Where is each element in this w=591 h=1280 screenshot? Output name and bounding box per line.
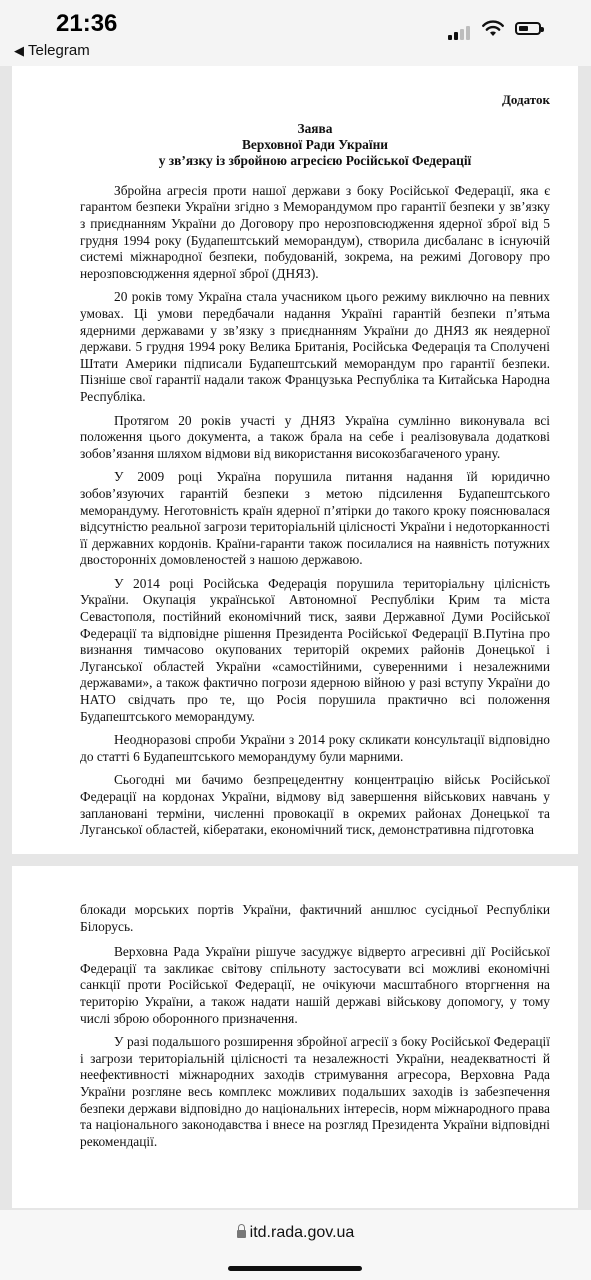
paragraph: У 2009 році Україна порушила питання надання їй юридично зобов’язуючих гарантій безпеки з метою підсилення Будапештського меморандуму. Неготовність країн ядерної п’ятірки до такого кроку пояснювалася відсутністю реальної загрози територіальній цілісності України і недоторканності її державних кордонів. Країни-гаранти також посилалися на наявність потужних двосторонніх домовленостей з нашою державою. bbox=[80, 469, 550, 568]
document-page-2 bbox=[12, 866, 578, 1208]
title-line-1: Заява bbox=[297, 120, 333, 136]
clock: 21:36 bbox=[56, 10, 118, 37]
home-indicator[interactable] bbox=[228, 1266, 362, 1271]
url-display[interactable] bbox=[0, 1224, 591, 1242]
paragraph: Збройна агресія проти нашої держави з боку Російської Федерації, яка є гарантом безпеки України згідно з Меморандумом про гарантії безпеки у зв’язку з приєднанням України до Договору про нерозповсюдження ядерної зброї від 5 грудня 1994 року (Будапештський меморандум), створила дисбаланс в існуючій системі міжнародної безпеки, побудованій, зокрема, на режимі Договору про нерозповсюдження ядерної зброї (ДНЯЗ). bbox=[80, 182, 550, 281]
document-page-1 bbox=[12, 66, 578, 854]
paragraph: У 2014 році Російська Федерація порушила територіальну цілісність України. Окупація української Автономної Республіки Крим та міста Севастополя, постійний економічний тиск, заяви Державної Думи Російської Федерації та відповідне рішення Президента Російської Федерації В.Путіна про визнання тимчасово окупованих територій окремих районів Донецької і Луганської областей України «самостійними, суверенними і незалежними державами», а також фактично погрози ядерною війною у разі вступу України до НАТО свідчать про те, що Росія порушила практично всі положення Будапештського меморандуму. bbox=[80, 575, 550, 724]
paragraph: Неодноразові спроби України з 2014 року скликати консультації відповідно до статті 6 Будапештського меморандуму були марними. bbox=[80, 732, 550, 764]
title-line-3: у зв’язку із збройною агресією Російської Федерації bbox=[158, 153, 472, 169]
paragraph: Протягом 20 років участі у ДНЯЗ Україна сумлінно виконувала всі положення цього документа, а також брала на себе і реалізовувала додаткові зобов’язання шляхом відмови від використання високозбагаченого урану. bbox=[80, 412, 550, 461]
title-line-2: Верховної Ради України bbox=[241, 137, 389, 152]
paragraph: У разі подальшого розширення збройної агресії з боку Російської Федерації і загрози територіальній цілісності та незалежності України, неадекватності й неефективності міжнародних заходів стримування агресора, Верховна Рада України розгляне весь комплекс можливих подальших заходів із забезпечення безпеки держави відповідно до національних інтересів, норм міжнародного права та національного законодавства і внесе на розгляд Президента України відповідні рекомендації. bbox=[80, 1034, 550, 1149]
back-arrow-icon: ◀ bbox=[14, 43, 24, 58]
lock-icon bbox=[237, 1230, 246, 1238]
addendum-label: Додаток bbox=[501, 92, 550, 107]
paragraph-continuation: блокади морських портів України, фактичний аншлюс сусідньої Республіки Білорусь. bbox=[80, 902, 550, 934]
status-bar bbox=[0, 0, 591, 66]
battery-icon bbox=[515, 22, 541, 35]
back-label: Telegram bbox=[28, 42, 90, 59]
wifi-icon bbox=[481, 20, 505, 43]
paragraph: 20 років тому Україна стала учасником цього режиму виключно на певних умовах. Ці умови передбачали надання Україні гарантій безпеки п’ятьма ядерними державами у зв’язку з приєднанням України до ДНЯЗ як неядерної держави. 5 грудня 1994 року Велика Британія, Російська Федерація та Сполучені Штати Америки підписали Будапештський меморандум про гарантії безпеки. Пізніше свої гарантії надали також Французька Республіка та Китайська Народна Республіка. bbox=[80, 289, 550, 404]
paragraph: Сьогодні ми бачимо безпрецедентну концентрацію військ Російської Федерації на кордонах України, відмову від завершення військових навчань у заплановані терміни, численні провокації в окремих районах Донецької та Луганської областей, кібератаки, економічний тиск, демонстративна підготовка bbox=[80, 772, 550, 838]
back-to-telegram-button[interactable] bbox=[14, 42, 90, 59]
url-text: itd.rada.gov.ua bbox=[249, 1224, 355, 1241]
paragraph: Верховна Рада України рішуче засуджує відверто агресивні дії Російської Федерації та закликає світову спільноту застосувати всі можливі економічні санкції проти Російської Федерації, не очікуючи масштабного вторгнення на територію України, а також надати нашій державі військову допомогу, у тому числі зброю оборонного призначення. bbox=[80, 944, 550, 1026]
document-title bbox=[80, 121, 550, 170]
cellular-signal-icon bbox=[448, 22, 472, 40]
